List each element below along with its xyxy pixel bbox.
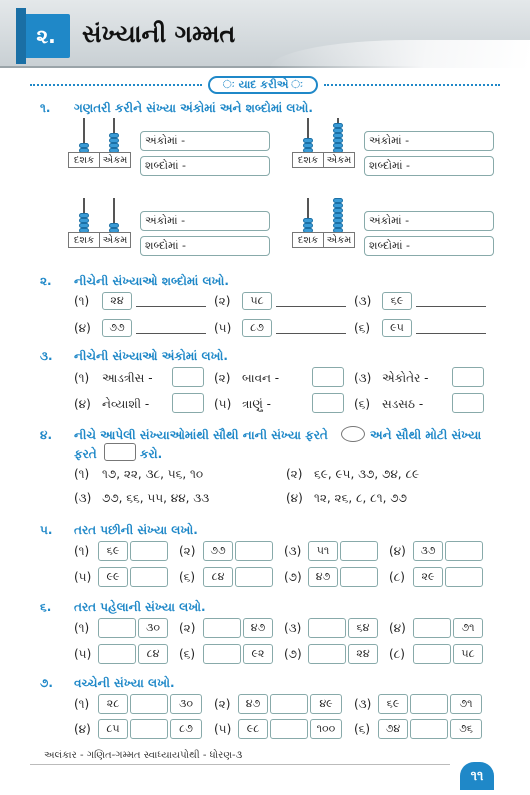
q3-answer-box[interactable] — [312, 367, 344, 387]
abacus-bead — [109, 138, 119, 143]
q4-text-b: અને સૌથી મોટી સંખ્યા — [370, 428, 482, 442]
q3-word: બાવન - — [242, 371, 280, 385]
q5-given-box: ૯૯ — [98, 567, 128, 587]
q5-text: તરત પછીની સંખ્યા લખો. — [74, 523, 198, 537]
abacus-bead — [109, 143, 119, 148]
q2-number-box: ૭૭ — [102, 319, 132, 337]
q7-item-label: (૬) — [354, 722, 371, 736]
q5-item-label: (૧) — [74, 544, 90, 558]
dashak-label: દશક — [68, 152, 100, 168]
q3-answer-box[interactable] — [452, 393, 484, 413]
page-footer — [0, 748, 530, 795]
q3-item-label: (૫) — [214, 397, 232, 411]
q4-text-d: કરો. — [140, 447, 163, 461]
abacus-picture — [292, 198, 354, 248]
abacus-bead — [333, 143, 343, 148]
q5-given-box: ૬૯ — [98, 541, 128, 561]
q2-item-label: (૪) — [74, 321, 91, 335]
abacus-bead — [109, 133, 119, 138]
abacus-bead — [303, 143, 313, 148]
q7-before-box: ૬૯ — [378, 694, 408, 714]
q5-item-label: (૬) — [179, 570, 196, 584]
q5-given-box: ૫૧ — [308, 541, 338, 561]
q3-answer-box[interactable] — [452, 367, 484, 387]
abacus-bead — [333, 203, 343, 208]
q3-item-label: (૨) — [214, 371, 231, 385]
q2-answer-line[interactable] — [276, 306, 346, 307]
q5-answer-box[interactable] — [235, 541, 273, 561]
ekam-label: એકમ — [323, 232, 355, 248]
q3-word: એકોતેર - — [382, 371, 429, 385]
q3-item-label: (૩) — [354, 371, 372, 385]
abacus-picture — [292, 118, 354, 168]
abacus-bead — [79, 143, 89, 148]
q7-after-box: ૭૧ — [450, 694, 482, 714]
abacus-bead — [303, 138, 313, 143]
q7-after-box: ૭૬ — [450, 719, 482, 739]
shabdoma-field[interactable]: શબ્દોમાં - — [140, 236, 270, 256]
chapter-header — [0, 0, 530, 68]
q7-answer-box[interactable] — [410, 719, 448, 739]
chapter-number: ૨. — [22, 14, 70, 58]
abacus-picture — [68, 118, 130, 168]
q6-answer-box[interactable] — [308, 618, 346, 638]
q4-row-values: ૬૯, ૯૫, ૩૭, ૭૪, ૮૯ — [314, 467, 420, 481]
abacus-picture — [68, 198, 130, 248]
q5-number: ૫. — [40, 523, 53, 537]
q5-given-box: ૪૭ — [308, 567, 338, 587]
q3-number: ૩. — [40, 349, 53, 363]
q5-answer-box[interactable] — [130, 541, 168, 561]
dashak-label: દશક — [292, 232, 324, 248]
q6-answer-box[interactable] — [413, 618, 451, 638]
abacus-bead — [333, 138, 343, 143]
shabdoma-field[interactable]: શબ્દોમાં - — [364, 156, 494, 176]
q4-row-values: ૭૭, ૬૬, ૫૫, ૪૪, ૩૩ — [102, 491, 210, 505]
q5-answer-box[interactable] — [445, 567, 483, 587]
q7-before-box: ૮૫ — [98, 719, 128, 739]
q4-text-c: ફરતે — [74, 447, 97, 461]
q5-item-label: (૫) — [74, 570, 92, 584]
q2-answer-line[interactable] — [416, 306, 486, 307]
q2-answer-line[interactable] — [136, 333, 206, 334]
ekam-label: એકમ — [99, 232, 131, 248]
q1-number: ૧. — [40, 101, 51, 115]
q4-row-label: (૨) — [286, 467, 303, 481]
q3-item-label: (૧) — [74, 371, 90, 385]
abacus-bead — [109, 223, 119, 228]
q6-number: ૬. — [40, 600, 52, 614]
q5-given-box: ૮૪ — [203, 567, 233, 587]
q7-answer-box[interactable] — [130, 719, 168, 739]
ekam-label: એકમ — [323, 152, 355, 168]
ankoma-field[interactable]: અંકોમાં - — [140, 211, 270, 231]
q4-text-a: નીચે આપેલી સંખ્યાઓમાંથી સૌથી નાની સંખ્યા ફરતે — [74, 428, 328, 442]
q6-answer-box[interactable] — [98, 644, 136, 664]
q7-number: ૭. — [40, 676, 53, 690]
q5-answer-box[interactable] — [340, 567, 378, 587]
q1-text: ગણતરી કરીને સંખ્યા અંકોમાં અને શબ્દોમાં લખો. — [74, 101, 313, 115]
q6-answer-box[interactable] — [308, 644, 346, 664]
q6-item-label: (૨) — [179, 621, 196, 635]
q6-answer-box[interactable] — [203, 618, 241, 638]
abacus-bead — [333, 198, 343, 203]
q2-number: ૨. — [40, 274, 52, 288]
divider-left — [30, 84, 202, 86]
q3-item-label: (૬) — [354, 397, 371, 411]
q4-row-label: (૩) — [74, 491, 92, 505]
q6-given-box: ૪૭ — [243, 618, 273, 638]
q6-answer-box[interactable] — [413, 644, 451, 664]
q2-number-box: ૯૫ — [382, 319, 412, 337]
q2-number-box: ૮૭ — [242, 319, 272, 337]
q5-item-label: (૮) — [389, 570, 405, 584]
q7-before-box: ૯૮ — [238, 719, 268, 739]
q5-item-label: (૪) — [389, 544, 406, 558]
q4-row-values: ૧૭, ૨૨, ૩૮, ૫૬, ૧૦ — [102, 467, 204, 481]
q2-item-label: (૬) — [354, 321, 371, 335]
q6-given-box: ૨૪ — [348, 644, 378, 664]
abacus-bead — [79, 218, 89, 223]
q4-row-values: ૧૨, ૨૬, ૮, ૮૧, ૭૭ — [314, 491, 407, 505]
footer-text: અલંકાર - ગણિત-ગમ્મત સ્વાધ્યાયપોથી - ધોરણ-૩ — [44, 750, 243, 761]
q6-given-box: ૯૨ — [243, 644, 273, 664]
q6-item-label: (૭) — [284, 647, 302, 661]
page-number: ૧૧ — [460, 762, 494, 790]
q3-text: નીચેની સંખ્યાઓ અંકોમાં લખો. — [74, 349, 228, 363]
abacus-bead — [333, 123, 343, 128]
q5-answer-box[interactable] — [130, 567, 168, 587]
q5-item-label: (૩) — [284, 544, 302, 558]
q7-item-label: (૧) — [74, 697, 90, 711]
q6-item-label: (૪) — [389, 621, 406, 635]
q6-given-box: ૮૪ — [138, 644, 168, 664]
q6-given-box: ૭૧ — [453, 618, 483, 638]
yaad-karie-badge: ઃ યાદ કરીએ ઃ — [208, 76, 318, 94]
q3-word: નેવ્યાશી - — [102, 397, 150, 411]
abacus-bead — [79, 213, 89, 218]
q7-answer-box[interactable] — [270, 694, 308, 714]
abacus-bead — [303, 218, 313, 223]
abacus-bead — [79, 223, 89, 228]
abacus-bead — [333, 133, 343, 138]
q6-answer-box[interactable] — [98, 618, 136, 638]
q7-text: વચ્ચેની સંખ્યા લખો. — [74, 676, 175, 690]
q2-answer-line[interactable] — [136, 306, 206, 307]
q6-item-label: (૩) — [284, 621, 302, 635]
q4-row-label: (૪) — [286, 491, 303, 505]
q3-word: સડસઠ - — [382, 397, 424, 411]
q5-item-label: (૨) — [179, 544, 196, 558]
shabdoma-field[interactable]: શબ્દોમાં - — [140, 156, 270, 176]
abacus-bead — [333, 213, 343, 218]
q2-item-label: (૨) — [214, 294, 231, 308]
square-mark-shape — [104, 443, 136, 461]
q5-answer-box[interactable] — [445, 541, 483, 561]
dashak-label: દશક — [68, 232, 100, 248]
q2-number-box: ૬૯ — [382, 292, 412, 310]
q2-item-label: (૩) — [354, 294, 372, 308]
q2-number-box: ૫૮ — [242, 292, 272, 310]
q3-answer-box[interactable] — [172, 393, 204, 413]
q6-text: તરત પહેલાની સંખ્યા લખો. — [74, 600, 206, 614]
dashak-label: દશક — [292, 152, 324, 168]
q7-answer-box[interactable] — [270, 719, 308, 739]
q2-answer-line[interactable] — [276, 333, 346, 334]
q6-item-label: (૬) — [179, 647, 196, 661]
q3-answer-box[interactable] — [312, 393, 344, 413]
q2-item-label: (૧) — [74, 294, 90, 308]
q6-item-label: (૫) — [74, 647, 92, 661]
q7-answer-box[interactable] — [410, 694, 448, 714]
q6-item-label: (૮) — [389, 647, 405, 661]
abacus-bead — [333, 128, 343, 133]
abacus-bead — [303, 223, 313, 228]
q3-answer-box[interactable] — [172, 367, 204, 387]
chapter-title: સંખ્યાની ગમ્મત — [82, 20, 236, 48]
q4-row-label: (૧) — [74, 467, 90, 481]
q2-answer-line[interactable] — [416, 333, 486, 334]
header-swoosh — [270, 40, 530, 68]
q6-given-box: ૬૪ — [348, 618, 378, 638]
q3-word: ત્રાણું - — [242, 397, 271, 411]
q5-answer-box[interactable] — [340, 541, 378, 561]
q7-item-label: (૨) — [214, 697, 231, 711]
q7-before-box: ૭૪ — [378, 719, 408, 739]
q5-given-box: ૭૭ — [203, 541, 233, 561]
ankoma-field[interactable]: અંકોમાં - — [364, 131, 494, 151]
q3-word: આડત્રીસ - — [102, 371, 153, 385]
q7-answer-box[interactable] — [130, 694, 168, 714]
q7-after-box: ૮૭ — [170, 719, 202, 739]
shabdoma-field[interactable]: શબ્દોમાં - — [364, 236, 494, 256]
ankoma-field[interactable]: અંકોમાં - — [364, 211, 494, 231]
circle-mark-shape — [341, 426, 365, 442]
q6-given-box: ૩૦ — [138, 618, 168, 638]
q2-item-label: (૫) — [214, 321, 232, 335]
q5-answer-box[interactable] — [235, 567, 273, 587]
q7-after-box: ૪૯ — [310, 694, 342, 714]
abacus-bead — [333, 223, 343, 228]
q5-given-box: ૨૯ — [413, 567, 443, 587]
ankoma-field[interactable]: અંકોમાં - — [140, 131, 270, 151]
q4-number: ૪. — [40, 428, 52, 442]
q2-number-box: ૨૪ — [102, 292, 132, 310]
footer-rule — [30, 764, 450, 765]
q7-item-label: (૫) — [214, 722, 232, 736]
q7-item-label: (૪) — [74, 722, 91, 736]
q7-after-box: ૧૦૦ — [310, 719, 342, 739]
q3-item-label: (૪) — [74, 397, 91, 411]
q6-answer-box[interactable] — [203, 644, 241, 664]
abacus-bead — [333, 218, 343, 223]
q7-before-box: ૨૮ — [98, 694, 128, 714]
divider-right — [324, 84, 500, 86]
q5-item-label: (૭) — [284, 570, 302, 584]
q7-before-box: ૪૭ — [238, 694, 268, 714]
q6-item-label: (૧) — [74, 621, 90, 635]
q5-given-box: ૩૭ — [413, 541, 443, 561]
ekam-label: એકમ — [99, 152, 131, 168]
q2-text: નીચેની સંખ્યાઓ શબ્દોમાં લખો. — [74, 274, 229, 288]
q6-given-box: ૫૮ — [453, 644, 483, 664]
abacus-bead — [333, 208, 343, 213]
q7-item-label: (૩) — [354, 697, 372, 711]
q7-after-box: ૩૦ — [170, 694, 202, 714]
